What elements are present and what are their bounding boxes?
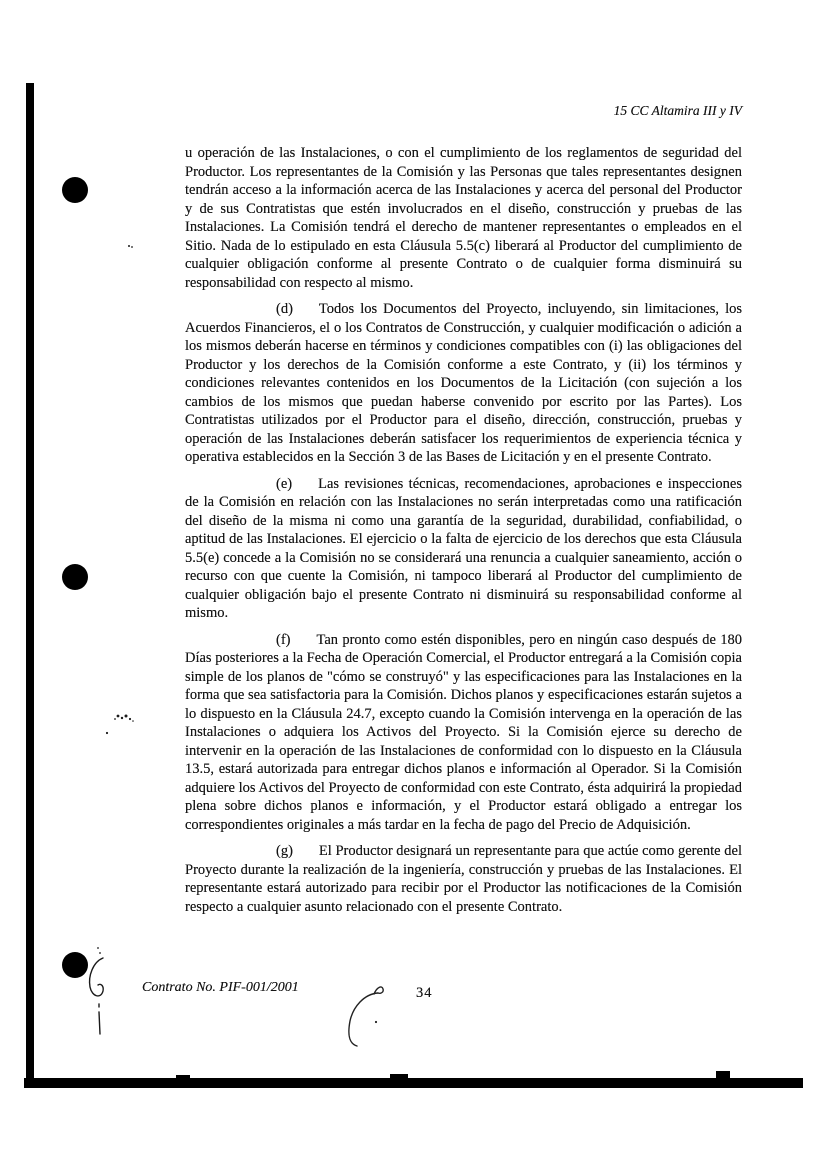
paragraph-text: El Productor designará un representante para que actúe como gerente del Proyecto durante la realización de la ingeniería, construcción y pruebas de las Instalaciones. El representante estará autorizado para recibir por el Productor las notificaciones de la Comisión respecto a cualquier asunto relacionado con el presente Contrato. <box>185 843 742 915</box>
paragraph-g <box>185 842 742 916</box>
scan-edge-left <box>26 83 34 1083</box>
footer-page-number: 34 <box>416 985 433 1001</box>
paragraph-label: (g) <box>276 843 293 859</box>
hole-punch-mark <box>62 952 88 978</box>
paragraph-d <box>185 300 742 467</box>
paragraph-text: Las revisiones técnicas, recomendaciones, aprobaciones e inspecciones de la Comisión en relación con las Instalaciones no serán interpretadas como una ratificación del diseño de la misma ni como una garantía de la seguridad, durabilidad, confiabilidad, o aptitud de las Instalaciones. El ejercicio o la falta de ejercicio de los derechos que esta Cláusula 5.5(e) concede a la Comisión no se considerará una renuncia a cualquier saneamiento, acción o recurso con que cuente la Comisión, ni tampoco liberará al Productor del cumplimiento de cualquier obligación bajo el presente Contrato ni disminuirá su responsabilidad conforme al mismo. <box>185 475 742 621</box>
ink-smudge <box>106 245 134 734</box>
footer-contract-number: Contrato No. PIF-001/2001 <box>142 980 299 995</box>
scan-edge-bottom <box>24 1078 803 1088</box>
paragraph-label: (e) <box>276 475 293 492</box>
hole-punch-mark <box>62 177 88 203</box>
paragraph-f <box>185 631 742 835</box>
paragraph-text: Tan pronto como estén disponibles, pero en ningún caso después de 180 Días posteriores a la Fecha de Operación Comercial, el Productor entregará a la Comisión copia simple de los planos de "cómo se construyó" y las especificaciones para las Instalaciones en la forma que sea satisfactoria para la Comisión. Dichos planos y especificaciones estarán sujetos a lo dispuesto en la Cláusula 24.7, excepto cuando la Comisión intervenga en la operación de las Instalaciones o adquiera los Activos del Proyecto. Si la Comisión ejerce su derecho de intervenir en la operación de las Instalaciones de conformidad con lo dispuesto en la Cláusula 13.5, estará autorizada para entregar dichos planos e información al Operador. Si la Comisión adquiere los Activos del Proyecto de conformidad con este Contrato, ésta adquirirá la propiedad plena sobre dichos planos e información, y el Productor estará obligado a entregar los correspondientes originales a más tardar en la fecha de pago del Precio de Adquisición. <box>185 631 742 833</box>
paragraph-text: Todos los Documentos del Proyecto, incluyendo, sin limitaciones, los Acuerdos Financieros, el o los Contratos de Construcción, y cualquier modificación o adición a los mismos deberán hacerse en términos y condiciones compatibles con (i) las obligaciones del Productor y los derechos de la Comisión conforme a este Contrato, y (ii) los términos y condiciones relevantes contenidos en los Documentos de la Licitación (con sujeción a los cambios de los mismos que puedan haberse convenido por escrito por las Partes). Los Contratistas utilizados por el Productor para el diseño, dirección, construcción, pruebas y operación de las Instalaciones deberán satisfacer los requerimientos de experiencia técnica y operativa establecidos en la Sección 3 de las Bases de Licitación y en el presente Contrato. <box>185 301 742 465</box>
handwritten-g-mark <box>90 947 104 1034</box>
paragraph-e <box>185 475 742 623</box>
hole-punch-mark <box>62 564 88 590</box>
document-body <box>185 144 742 924</box>
page-header-title: 15 CC Altamira III y IV <box>613 103 742 118</box>
paragraph-label: (f) <box>276 631 291 648</box>
paragraph-text: u operación de las Instalaciones, o con el cumplimiento de los reglamentos de seguridad del Productor. Los representantes de la Comisión y las Personas que tales representantes designen tendrán acceso a la información acerca de las Instalaciones y acerca del personal del Productor y de sus Contratistas que estén involucrados en el diseño, construcción y pruebas de las Instalaciones. La Comisión tendrá el derecho de mantener representantes o empleados en el Sitio. Nada de lo estipulado en esta Cláusula 5.5(c) liberará al Productor del cumplimiento de cualquier obligación conforme al presente Contrato o de cualquier forma disminuirá su responsabilidad con respecto al mismo. <box>185 145 742 291</box>
paragraph-label: (d) <box>276 301 293 317</box>
paragraph-continuation <box>185 144 742 292</box>
handwritten-c-stroke <box>349 987 383 1046</box>
